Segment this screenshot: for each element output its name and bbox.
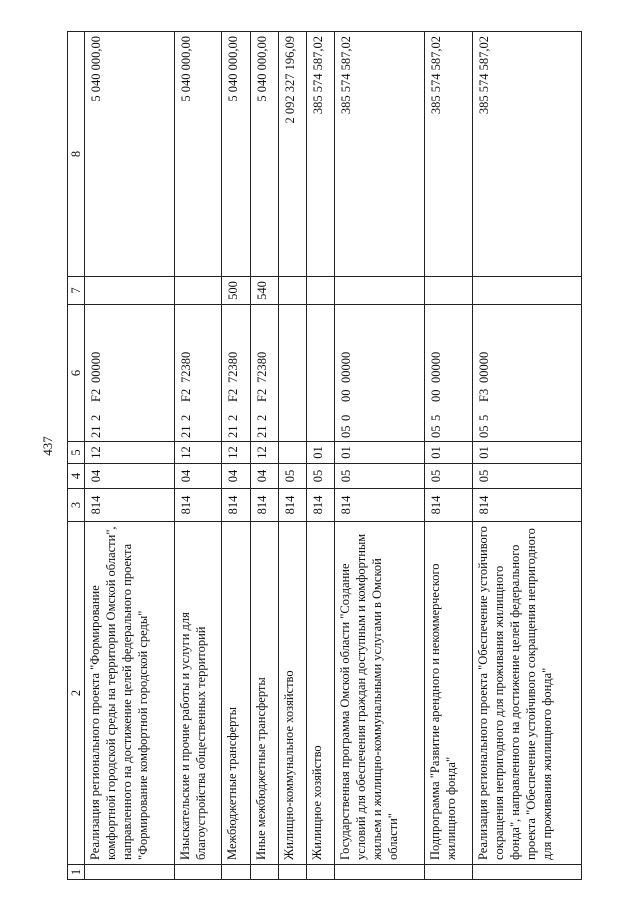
code-direction: 00000 bbox=[89, 351, 103, 383]
code-subprogram: 0 bbox=[339, 414, 354, 421]
table-row bbox=[174, 32, 222, 880]
code-direction: 00000 bbox=[476, 351, 491, 383]
cell-name: Государственная программа Омской области "Создание условий для обеспечения граждан доступным и комфортным жильем и жилищно-коммунальными услугами в Омской области" bbox=[335, 522, 425, 865]
cell-name: Изыскательские и прочие работы и услуги для благоустройства общественных территорий bbox=[174, 522, 222, 865]
code-program: 05 bbox=[476, 425, 491, 438]
cell-expense-type bbox=[85, 277, 175, 305]
cell-ministry: 814 bbox=[335, 489, 425, 522]
page-number: 437 bbox=[40, 436, 55, 456]
header-row bbox=[68, 32, 85, 880]
code-project: F3 bbox=[476, 388, 491, 402]
budget-table bbox=[67, 31, 582, 880]
cell-ministry: 814 bbox=[250, 489, 278, 522]
table-row bbox=[307, 32, 335, 880]
cell-target-code bbox=[278, 305, 306, 442]
cell-ministry: 814 bbox=[307, 489, 335, 522]
cell-amount: 5 040 000,00 bbox=[85, 32, 175, 277]
cell-expense-type bbox=[278, 277, 306, 305]
table-row bbox=[425, 32, 473, 880]
cell-section: 05 bbox=[472, 464, 581, 489]
cell-subsection: 12 bbox=[174, 442, 222, 464]
cell-amount: 385 574 587,02 bbox=[425, 32, 473, 277]
cell-ministry: 814 bbox=[222, 489, 250, 522]
cell-expense-type: 500 bbox=[222, 277, 250, 305]
cell-name: Подпрограмма "Развитие арендного и некоммерческого жилищного фонда" bbox=[425, 522, 473, 865]
cell-subsection: 01 bbox=[307, 442, 335, 464]
table-row bbox=[222, 32, 250, 880]
cell-name: Реализация регионального проекта "Формирование комфортной городской среды на территории Омской области", направленного на достижение целей федерального проекта "Формирование комфортной городской среды" bbox=[85, 522, 175, 865]
col-header-5: 5 bbox=[68, 442, 85, 464]
code-program: 21 bbox=[178, 425, 193, 438]
cell-target-code bbox=[307, 305, 335, 442]
cell-ministry: 814 bbox=[472, 489, 581, 522]
cell-ministry: 814 bbox=[85, 489, 175, 522]
code-subprogram: 2 bbox=[254, 414, 269, 421]
cell-amount: 5 040 000,00 bbox=[250, 32, 278, 277]
code-subprogram: 5 bbox=[476, 414, 491, 421]
col-header-4: 4 bbox=[68, 464, 85, 489]
code-direction: 72380 bbox=[254, 351, 269, 383]
code-subprogram: 5 bbox=[429, 414, 444, 421]
cell-subsection: 01 bbox=[335, 442, 425, 464]
cell-subsection: 12 bbox=[222, 442, 250, 464]
budget-table-wrapper bbox=[67, 32, 582, 880]
code-direction: 00000 bbox=[429, 351, 444, 383]
code-direction: 72380 bbox=[178, 351, 193, 383]
cell-subsection bbox=[278, 442, 306, 464]
code-project: F2 bbox=[178, 388, 193, 402]
cell-section: 05 bbox=[278, 464, 306, 489]
cell-expense-type: 540 bbox=[250, 277, 278, 305]
cell-target-code bbox=[472, 305, 581, 442]
col-header-8: 8 bbox=[68, 32, 85, 277]
code-program: 21 bbox=[226, 425, 241, 438]
code-subprogram: 2 bbox=[226, 414, 241, 421]
cell-col1 bbox=[250, 865, 278, 880]
code-program: 21 bbox=[89, 425, 103, 438]
cell-expense-type bbox=[335, 277, 425, 305]
cell-name: Межбюджетные трансферты bbox=[222, 522, 250, 865]
cell-section: 04 bbox=[222, 464, 250, 489]
cell-target-code bbox=[425, 305, 473, 442]
table-row bbox=[250, 32, 278, 880]
cell-name: Жилищное хозяйство bbox=[307, 522, 335, 865]
cell-expense-type bbox=[174, 277, 222, 305]
col-header-7: 7 bbox=[68, 277, 85, 305]
cell-name: Жилищно-коммунальное хозяйство bbox=[278, 522, 306, 865]
cell-amount: 385 574 587,02 bbox=[335, 32, 425, 277]
cell-amount: 5 040 000,00 bbox=[174, 32, 222, 277]
cell-ministry: 814 bbox=[425, 489, 473, 522]
cell-subsection: 01 bbox=[472, 442, 581, 464]
cell-target-code bbox=[335, 305, 425, 442]
col-header-3: 3 bbox=[68, 489, 85, 522]
cell-subsection: 12 bbox=[85, 442, 175, 464]
code-subprogram: 2 bbox=[89, 414, 103, 421]
cell-target-code bbox=[174, 305, 222, 442]
cell-subsection: 01 bbox=[425, 442, 473, 464]
cell-col1 bbox=[278, 865, 306, 880]
table-row bbox=[335, 32, 425, 880]
cell-expense-type bbox=[472, 277, 581, 305]
code-direction: 00000 bbox=[339, 351, 354, 383]
cell-amount: 2 092 327 196,09 bbox=[278, 32, 306, 277]
cell-col1 bbox=[472, 865, 581, 880]
col-header-6: 6 bbox=[68, 305, 85, 442]
cell-ministry: 814 bbox=[278, 489, 306, 522]
cell-section: 04 bbox=[85, 464, 175, 489]
cell-col1 bbox=[222, 865, 250, 880]
code-program: 21 bbox=[254, 425, 269, 438]
cell-col1 bbox=[307, 865, 335, 880]
cell-target-code bbox=[222, 305, 250, 442]
cell-col1 bbox=[174, 865, 222, 880]
cell-col1 bbox=[425, 865, 473, 880]
col-header-2: 2 bbox=[68, 522, 85, 865]
code-program: 05 bbox=[339, 425, 354, 438]
code-project: F2 bbox=[226, 388, 241, 402]
code-project: 00 bbox=[429, 389, 444, 402]
code-project: 00 bbox=[339, 389, 354, 402]
cell-name: Реализация регионального проекта "Обеспечение устойчивого сокращения непригодного для проживания жилищного фонда", направленного на достижение целей федерального проекта "Обеспечение устойчивого сокращения непригодного для проживания жилищного фонда" bbox=[472, 522, 581, 865]
cell-ministry: 814 bbox=[174, 489, 222, 522]
cell-section: 04 bbox=[174, 464, 222, 489]
table-row bbox=[85, 32, 175, 880]
cell-amount: 5 040 000,00 bbox=[222, 32, 250, 277]
cell-expense-type bbox=[425, 277, 473, 305]
cell-target-code bbox=[85, 305, 175, 442]
cell-expense-type bbox=[307, 277, 335, 305]
code-program: 05 bbox=[429, 425, 444, 438]
cell-name: Иные межбюджетные трансферты bbox=[250, 522, 278, 865]
cell-amount: 385 574 587,02 bbox=[307, 32, 335, 277]
cell-section: 05 bbox=[425, 464, 473, 489]
code-direction: 72380 bbox=[226, 351, 241, 383]
cell-section: 05 bbox=[335, 464, 425, 489]
cell-amount: 385 574 587,02 bbox=[472, 32, 581, 277]
code-project: F2 bbox=[254, 388, 269, 402]
cell-section: 05 bbox=[307, 464, 335, 489]
table-row bbox=[472, 32, 581, 880]
cell-subsection: 12 bbox=[250, 442, 278, 464]
cell-col1 bbox=[335, 865, 425, 880]
code-subprogram: 2 bbox=[178, 414, 193, 421]
col-header-1: 1 bbox=[68, 865, 85, 880]
cell-target-code bbox=[250, 305, 278, 442]
table-row bbox=[278, 32, 306, 880]
code-project: F2 bbox=[89, 388, 103, 402]
cell-col1 bbox=[85, 865, 175, 880]
cell-section: 04 bbox=[250, 464, 278, 489]
